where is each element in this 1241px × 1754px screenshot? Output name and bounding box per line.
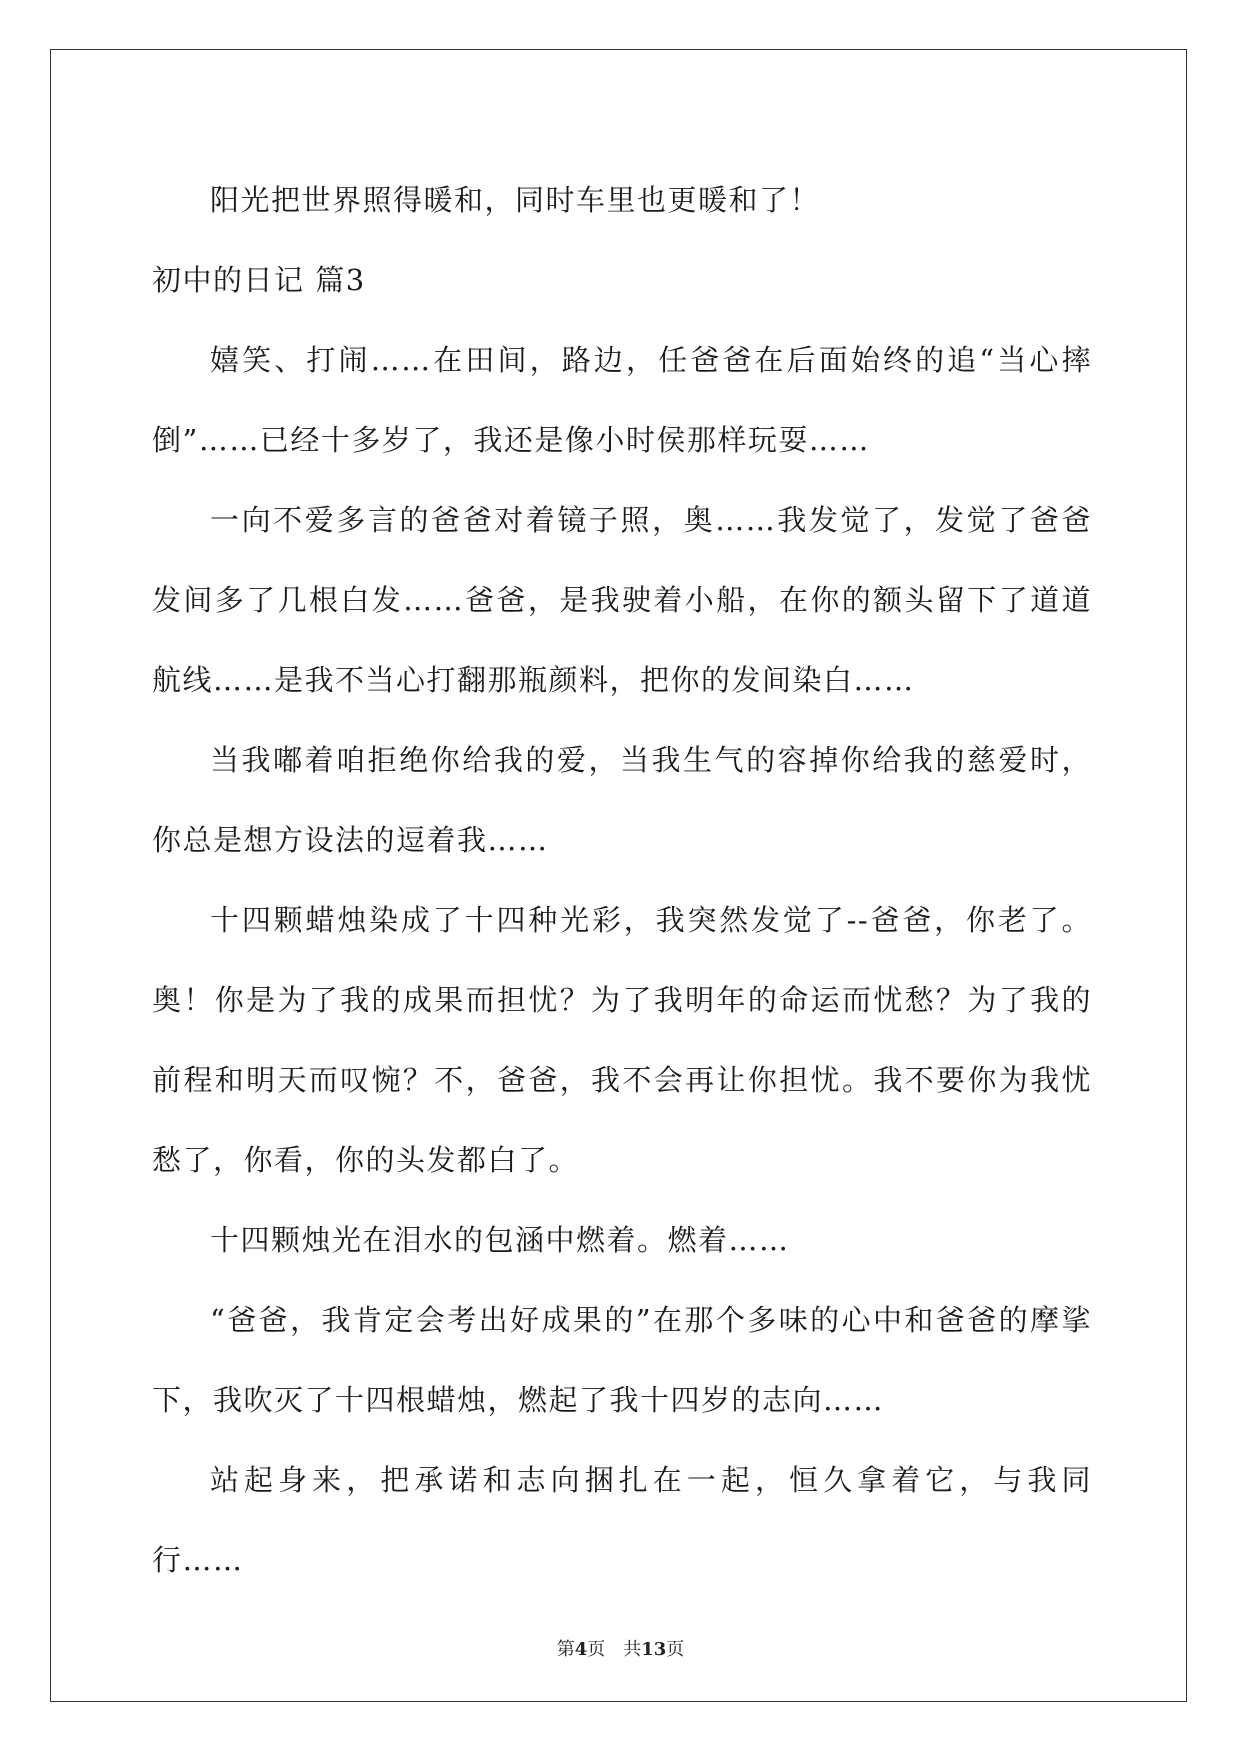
total-page-number: 13 xyxy=(641,1639,667,1660)
paragraph-2: 嬉笑、打闹……在田间，路边，任爸爸在后面始终的追“当心摔倒”……已经十多岁了，我还是像小时侯那样玩耍…… xyxy=(152,343,1092,457)
page-prefix: 第 xyxy=(556,1639,575,1660)
page-footer xyxy=(0,1635,1241,1661)
paragraph-6: 十四颗烛光在泪水的包涵中燃着。燃着…… xyxy=(210,1223,790,1257)
paragraph-5: 十四颗蜡烛染成了十四种光彩，我突然发觉了--爸爸，你老了。奥！你是为了我的成果而担忧？为了我明年的命运而忧愁？为了我的前程和明天而叹惋？不，爸爸，我不会再让你担忧。我不要你为我忧愁了，你看，你的头发都白了。 xyxy=(152,903,1092,1177)
paragraph-1: 阳光把世界照得暖和，同时车里也更暖和了！ xyxy=(210,183,821,217)
section-heading: 初中的日记 篇3 xyxy=(152,263,366,297)
paragraph-4: 当我嘟着咱拒绝你给我的爱，当我生气的容掉你给我的慈爱时，你总是想方设法的逗着我…… xyxy=(152,743,1092,857)
document-body xyxy=(152,160,1092,1600)
total-suffix: 页 xyxy=(666,1639,685,1660)
paragraph-7: “爸爸，我肯定会考出好成果的”在那个多味的心中和爸爸的摩挲下，我吹灭了十四根蜡烛，燃起了我十四岁的志向…… xyxy=(152,1303,1092,1417)
paragraph-8: 站起身来，把承诺和志向捆扎在一起，恒久拿着它，与我同行…… xyxy=(152,1463,1092,1577)
paragraph-3: 一向不爱多言的爸爸对着镜子照，奥……我发觉了，发觉了爸爸发间多了几根白发……爸爸，是我驶着小船，在你的额头留下了道道航线……是我不当心打翻那瓶颜料，把你的发间染白…… xyxy=(152,503,1092,697)
current-page-number: 4 xyxy=(574,1639,588,1660)
total-prefix: 共 xyxy=(623,1639,642,1660)
page-suffix: 页 xyxy=(587,1639,606,1660)
